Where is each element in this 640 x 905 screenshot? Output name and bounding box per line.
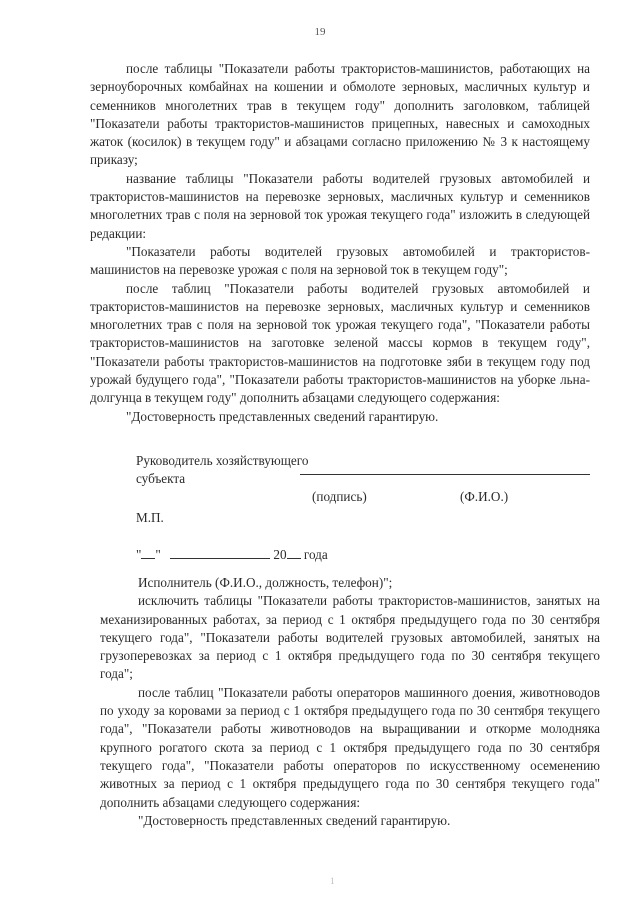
date-month-blank	[170, 546, 270, 559]
date-year-blank	[287, 546, 301, 559]
paragraph: после таблиц "Показатели работы водителей грузовых автомобилей и трактористов-машинистов на перевозке зерновых, масличных культур и семенников многолетних трав с поля на зерновой ток урожая текущего года", "Показатели работы трактористов-машинистов на заготовке зеленой массы кормов в текущем году", "Показатели работы трактористов-машинистов на подготовке зяби в текущем году под урожай будущего года", "Показатели работы трактористов-машинистов на уборке льна-долгунца в текущем году" дополнить абзацами следующего содержания:	[90, 280, 590, 406]
date-year-suffix: года	[303, 547, 328, 562]
paragraph: "Показатели работы водителей грузовых автомобилей и трактористов-машинистов на перевозке урожая с поля на зерновой ток в текущем году";	[90, 243, 590, 278]
date-day-blank	[141, 546, 155, 559]
body-text-bottom	[100, 574, 600, 830]
signature-title-line2: субъекта	[136, 471, 186, 486]
paragraph: Исполнитель (Ф.И.О., должность, телефон)";	[138, 575, 393, 590]
paragraph: после таблицы "Показатели работы трактористов-машинистов, работающих на зерноуборочных комбайнах на кошении и обмолоте зерновых, масличных культур и семенников многолетних трав в текущем году" дополнить заголовком, таблицей "Показатели работы трактористов-машинистов прицепных, навесных и самоходных жаток (косилок) в текущем году" и абзацами согласно приложению № 3 к настоящему приказу;	[90, 61, 590, 168]
paragraph: "Достоверность представленных сведений гарантирую.	[126, 408, 439, 424]
date-year-prefix: 20	[273, 547, 287, 562]
page-number: 19	[314, 26, 326, 38]
date-close-quote: "	[155, 547, 161, 562]
paragraph: название таблицы "Показатели работы водителей грузовых автомобилей и трактористов-машинистов на перевозке зерновых, масличных культур и семенников многолетних трав с поля на зерновой ток урожая текущего года" изложить в следующей редакции:	[90, 170, 590, 241]
stamp-place-label: М.П.	[136, 510, 164, 525]
signature-title-line1: Руководитель хозяйствующего	[136, 453, 309, 468]
body-text-top	[90, 60, 590, 426]
date-line	[136, 546, 328, 563]
footer-mark: 1	[330, 876, 335, 886]
signature-block	[136, 452, 596, 504]
signature-caption-podpis: (подпись)	[312, 489, 367, 504]
signature-line	[300, 474, 590, 475]
date-open-quote: "	[136, 547, 142, 562]
signature-caption-fio: (Ф.И.О.)	[460, 489, 509, 504]
paragraph: после таблиц "Показатели работы операторов машинного доения, животноводов по уходу за коровами за период с 1 октября предыдущего года по 30 сентября текущего года", "Показатели работы животноводов на выращивании и откорме молодняка крупного рогатого скота за период с 1 октября предыдущего года по 30 сентября текущего года", "Показатели работы операторов по искусственному осеменению животных за период с 1 октября предыдущего года по 30 сентября текущего года" дополнить абзацами следующего содержания:	[100, 684, 600, 810]
paragraph: "Достоверность представленных сведений гарантирую.	[138, 812, 451, 828]
paragraph: исключить таблицы "Показатели работы трактористов-машинистов, занятых на механизированных работах, за период с 1 октября предыдущего года по 30 сентября текущего года", "Показатели работы водителей грузовых автомобилей, занятых на грузоперевозках за период с 1 октября предыдущего года по 30 сентября текущего года";	[100, 593, 600, 682]
